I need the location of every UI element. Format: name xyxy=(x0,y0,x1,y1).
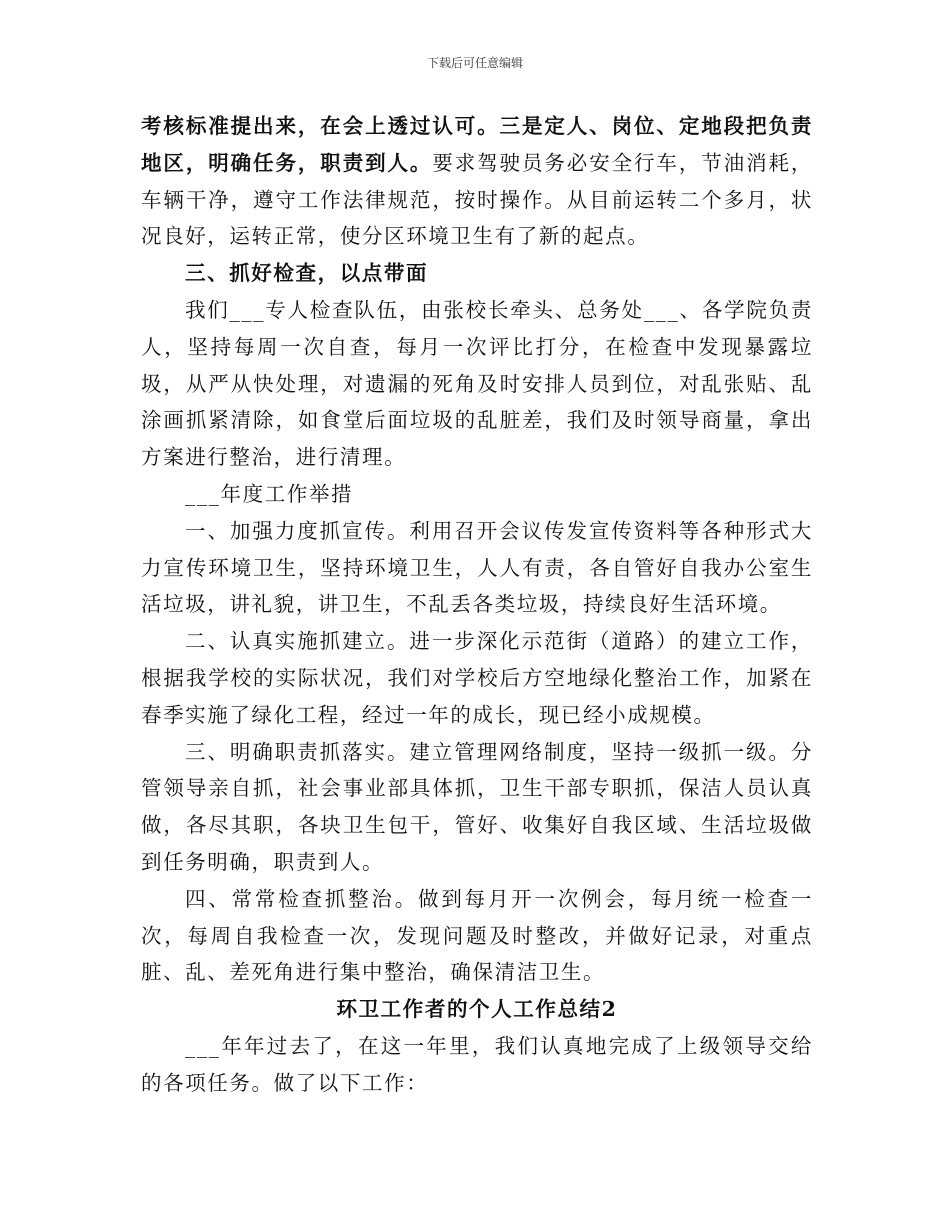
document-title-2: 环卫工作者的个人工作总结2 xyxy=(336,997,618,1022)
page-header: 下载后可任意编辑 xyxy=(426,56,523,70)
document-body xyxy=(141,108,813,1102)
section-heading-3: 三、抓好检查，以点带面 xyxy=(185,261,429,286)
paragraph-1 xyxy=(141,108,813,255)
paragraph-2: 我们___专人检查队伍，由张校长牵头、总务处___、各学院负责人，坚持每周一次自查，每月一次评比打分，在检查中发现暴露垃圾，从严从快处理，对遗漏的死角及时安排人员到位，对乱张贴、乱涂画抓紧清除，如食堂后面垃圾的乱脏差，我们及时领导商量，拿出方案进行整治，进行清理。 xyxy=(141,297,813,470)
paragraph-8: ___年年过去了，在这一年里，我们认真地完成了上级领导交给的各项任务。做了以下工作： xyxy=(141,1033,813,1095)
paragraph-4: 一、加强力度抓宣传。利用召开会议传发宣传资料等各种形式大力宣传环境卫生，坚持环境卫生，人人有责，各自管好自我办公室生活垃圾，讲礼貌，讲卫生，不乱丢各类垃圾，持续良好生活环境。 xyxy=(141,518,813,617)
paragraph-7: 四、常常检查抓整治。做到每月开一次例会，每月统一检查一次，每周自我检查一次，发现问题及时整改，并做好记录，对重点脏、乱、差死角进行集中整治，确保清洁卫生。 xyxy=(141,886,813,985)
paragraph-6: 三、明确职责抓落实。建立管理网络制度，坚持一级抓一级。分管领导亲自抓，社会事业部具体抓，卫生干部专职抓，保洁人员认真做，各尽其职，各块卫生包干，管好、收集好自我区域、生活垃圾做到任务明确，职责到人。 xyxy=(141,739,813,874)
paragraph-5: 二、认真实施抓建立。进一步深化示范街（道路）的建立工作，根据我学校的实际状况，我们对学校后方空地绿化整治工作，加紧在春季实施了绿化工程，经过一年的成长，现已经小成规模。 xyxy=(141,629,813,727)
paragraph-3: ___年度工作举措 xyxy=(185,481,354,506)
paragraph-1-text: 要求驾驶员务必安全行车，节油消耗，车辆干净，遵守工作法律规范，按时操作。从目前运转二个多月，状况良好，运转正常，使分区环境卫生有了新的起点。 xyxy=(141,150,813,249)
paragraph-1-bold-text: 考核标准提出来，在会上透过认可。三是定人、岗位、定地段把负责地区，明确任务，职责到人。 xyxy=(141,114,813,175)
